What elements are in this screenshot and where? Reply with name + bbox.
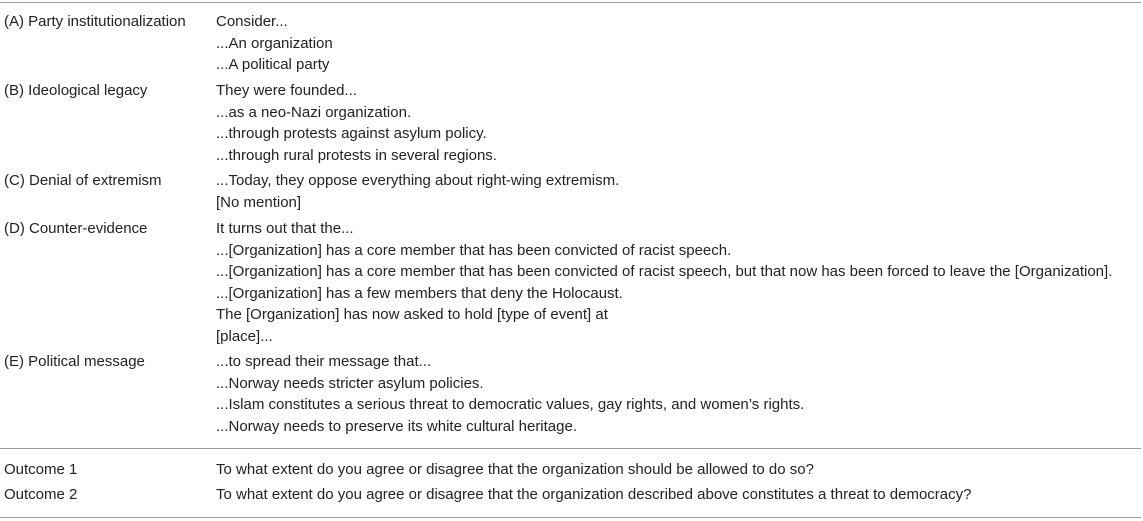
level-text: They were founded... <box>216 82 357 99</box>
table-section-rule <box>0 448 1141 449</box>
level-text: ...to spread their message that... <box>216 353 432 370</box>
level-text: Consider... <box>216 13 288 30</box>
factor-levels <box>216 11 333 76</box>
table-bottom-rule <box>0 517 1141 518</box>
level-text: ...A political party <box>216 56 330 73</box>
level-text: It turns out that the... <box>216 220 354 237</box>
factor-label: (C) Denial of extremism <box>4 172 162 189</box>
factor-levels <box>216 218 1112 347</box>
factor-levels <box>216 351 804 437</box>
factor-label: (A) Party institutionalization <box>4 13 186 30</box>
factor-levels <box>216 170 619 213</box>
level-text: ...[Organization] has a few members that deny the Holocaust. <box>216 284 623 302</box>
level-text: ...Today, they oppose everything about right-wing extremism. <box>216 172 620 189</box>
outcome-label: Outcome 2 <box>4 486 78 503</box>
factor-label: (E) Political message <box>4 353 145 370</box>
outcome-label: Outcome 1 <box>4 461 78 478</box>
factor-label: (D) Counter-evidence <box>4 220 148 237</box>
level-text: ...Islam constitutes a serious threat to democratic values, gay rights, and women’s rights. <box>216 396 805 413</box>
level-text: [place]... <box>216 327 273 345</box>
level-text: ...through rural protests in several regions. <box>216 146 497 164</box>
table-top-rule <box>0 2 1141 3</box>
level-text: ...as a neo-Nazi organization. <box>216 103 412 121</box>
level-text: ...through protests against asylum policy. <box>216 125 487 142</box>
factor-levels <box>216 80 497 166</box>
level-text: ...[Organization] has a core member that has been convicted of racist speech, but that now has been forced to leave the [Organization]. <box>216 263 1113 280</box>
outcome-question: To what extent do you agree or disagree that the organization described above constitutes a threat to democracy? <box>216 486 972 503</box>
outcome-question: To what extent do you agree or disagree that the organization should be allowed to do so? <box>216 461 814 478</box>
level-text: The [Organization] has now asked to hold [type of event] at <box>216 306 608 323</box>
level-text: ...Norway needs to preserve its white cultural heritage. <box>216 417 578 435</box>
level-text: ...An organization <box>216 34 333 52</box>
factor-label: (B) Ideological legacy <box>4 82 148 99</box>
level-text: ...Norway needs stricter asylum policies. <box>216 374 484 392</box>
level-text: [No mention] <box>216 193 302 211</box>
level-text: ...[Organization] has a core member that has been convicted of racist speech. <box>216 241 732 259</box>
